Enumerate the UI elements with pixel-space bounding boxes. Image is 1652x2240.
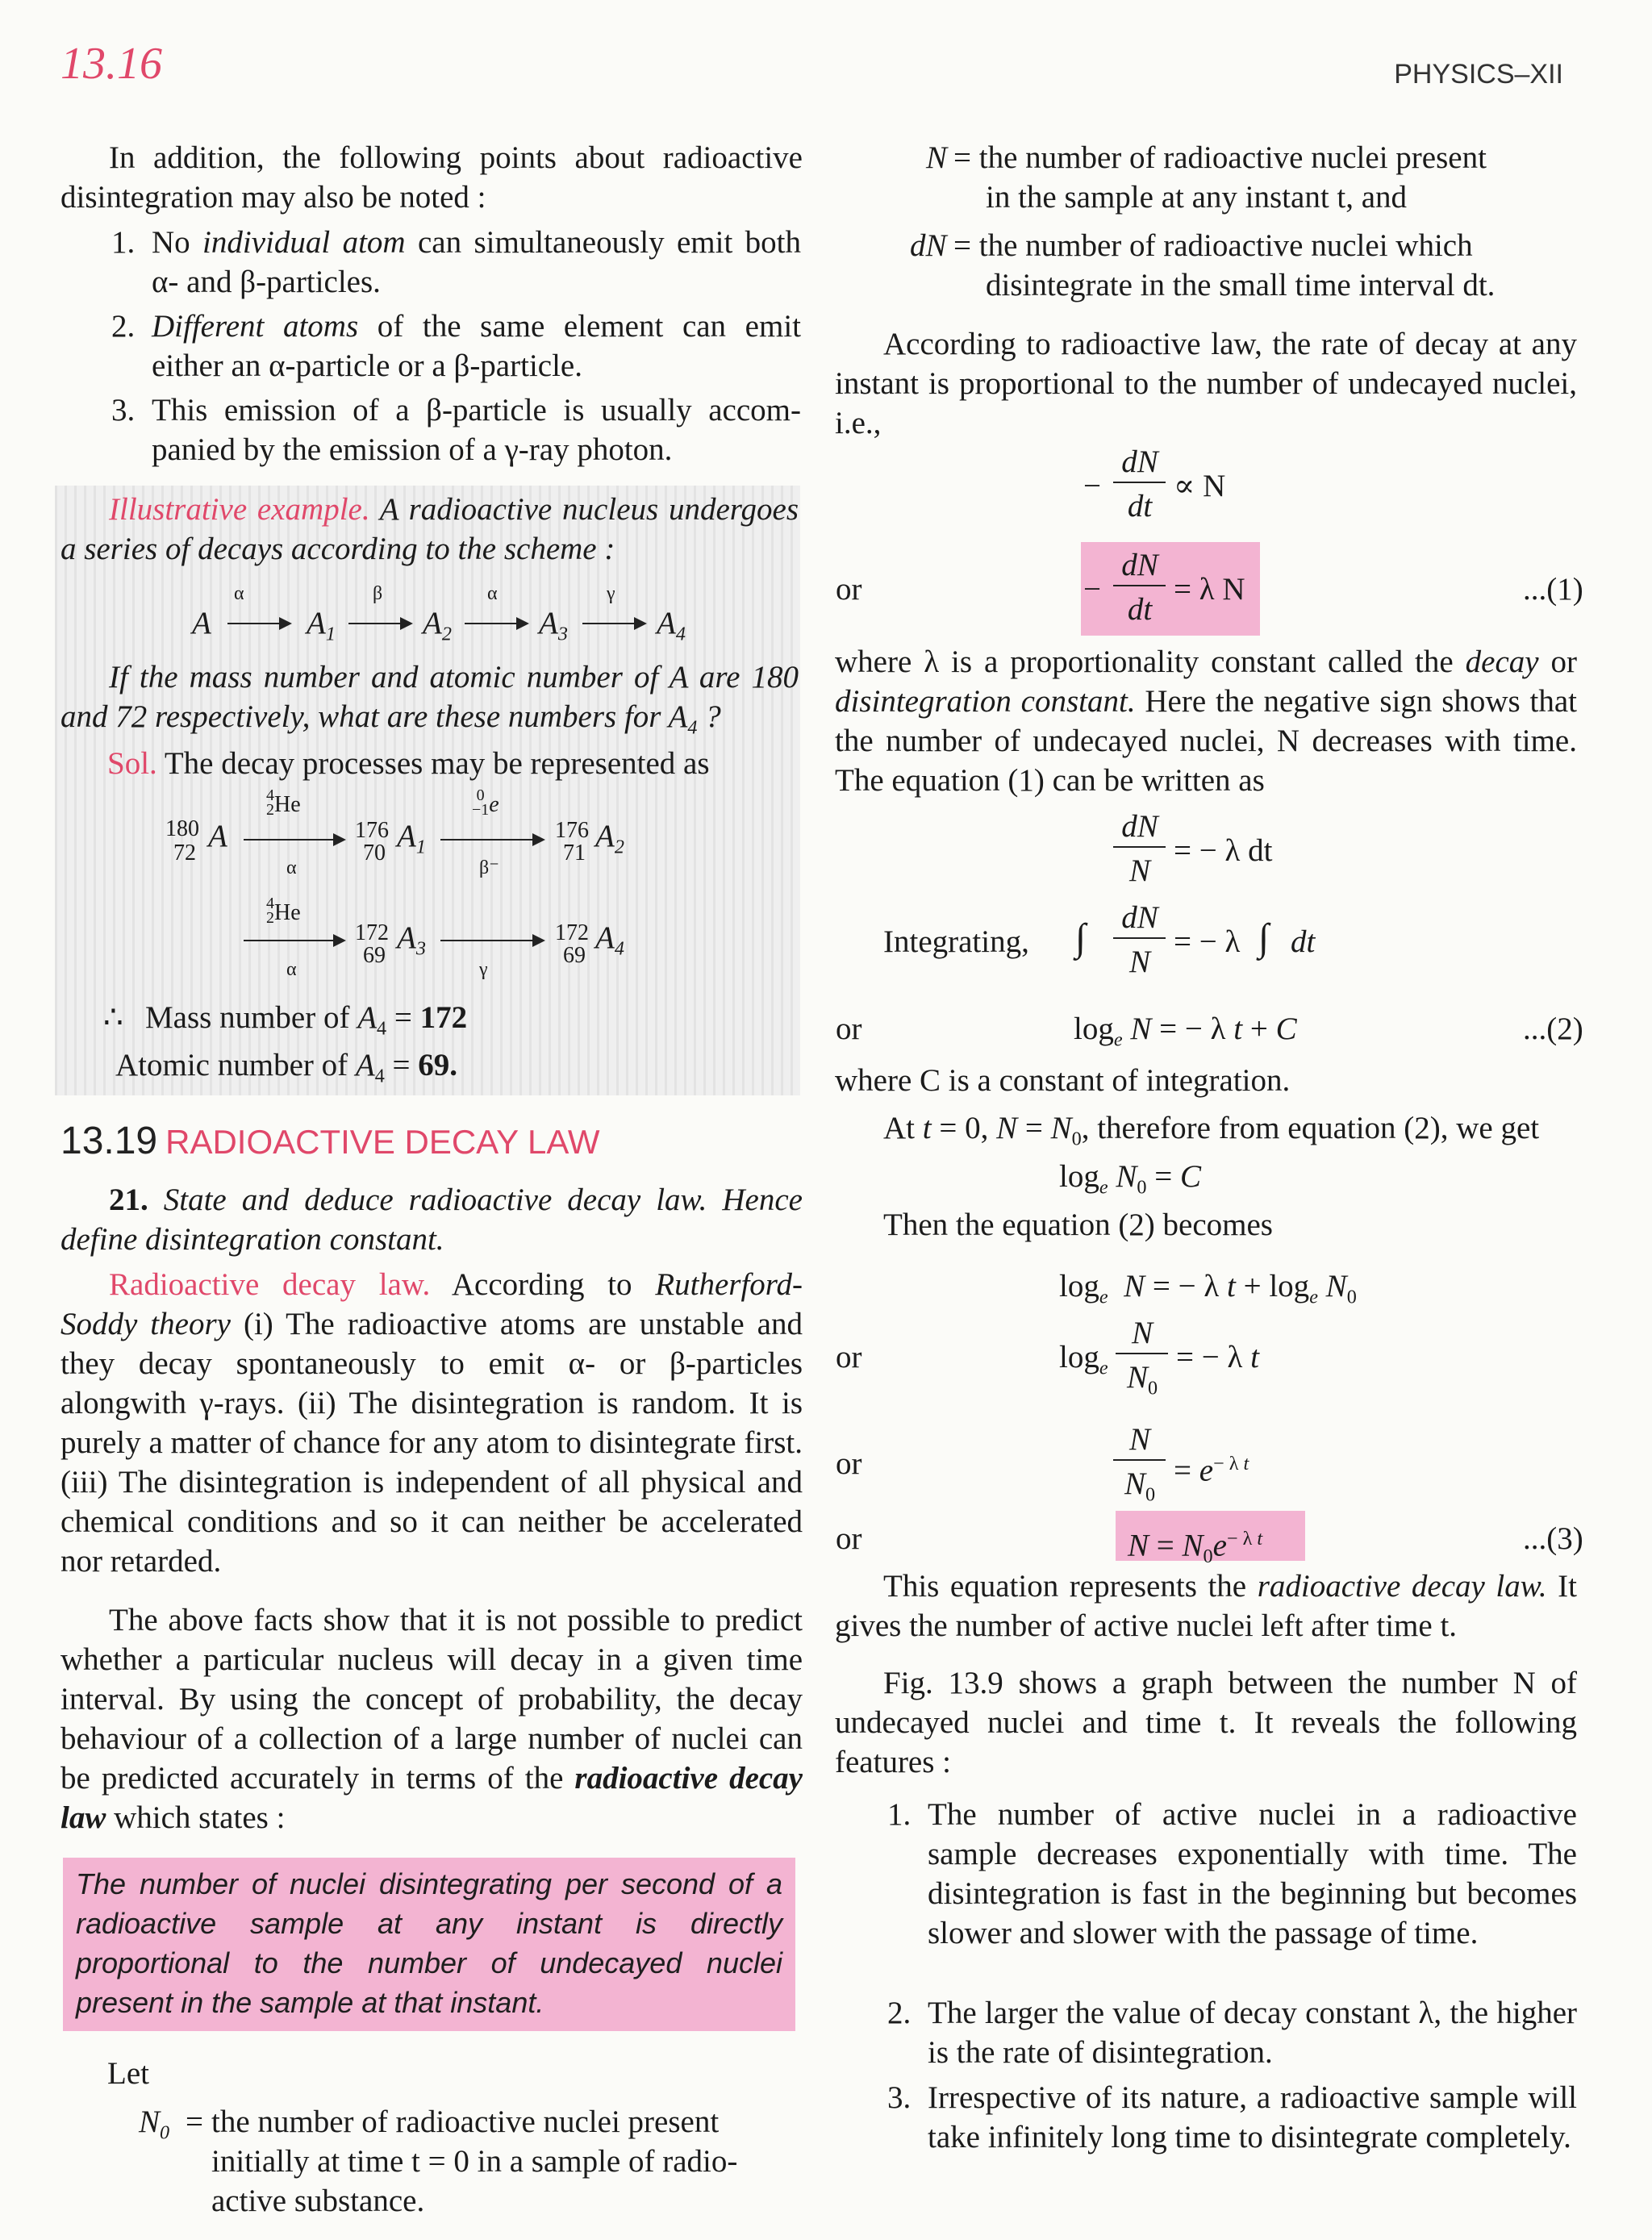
example-statement: Illustrative example. A radioactive nucleus undergoes a series of decays according to the scheme : bbox=[60, 492, 799, 566]
eq-substituted: $\log_e N$ = − λ $t + \log_e N_0$ bbox=[1059, 1269, 1357, 1308]
eq2-tag: ...(2) bbox=[1523, 1012, 1583, 1046]
eq-minus: − bbox=[1083, 572, 1101, 607]
eq-denominator: N bbox=[1128, 853, 1150, 888]
eq-numerator: dN bbox=[1121, 444, 1158, 479]
eq-numerator: N bbox=[1128, 1422, 1150, 1457]
point-2: 2. Different atoms of the same element can emit either an α-particle or a β-particle. bbox=[111, 307, 801, 386]
eq-denominator: dt bbox=[1127, 489, 1153, 524]
decay-law-paragraph: Radioactive decay law. According to Rutherford-Soddy theory (i) The radioactive atoms are unstable and they decay spontaneously to emit α- or β-particles alongwith γ-rays. (ii) The disintegration is random. It is purely a matter of chance for any atom to disintegrate first. (iii) The disintegration is independent of all physical and chemical conditions and so it can neither be accelerated nor retarded. bbox=[60, 1267, 803, 1579]
scheme-arrow bbox=[465, 623, 528, 624]
emitted-particle: 0 −1e bbox=[472, 786, 499, 819]
eq2: $\log_e N$ = − λ t + C bbox=[1074, 1012, 1297, 1051]
scheme-arrow bbox=[227, 623, 290, 624]
atomic-number-result: Atomic number of $A_4 = 69$. bbox=[115, 1048, 458, 1087]
eq-numerator: dN bbox=[1121, 548, 1158, 582]
n-symbol: N bbox=[926, 140, 948, 175]
nuclide-mass: 180 bbox=[165, 816, 199, 841]
eq-or: or bbox=[836, 1446, 862, 1481]
eq-rhs: = − λ t bbox=[1176, 1340, 1259, 1374]
intro-paragraph: In addition, the following points about radioactive disintegration may also be noted : bbox=[60, 140, 803, 215]
eq1-tag: ...(1) bbox=[1523, 572, 1583, 607]
eq-numerator: dN bbox=[1121, 900, 1158, 935]
eq-numerator: N bbox=[1131, 1316, 1153, 1350]
nuclide-atomic: 72 bbox=[173, 841, 196, 866]
nuclide-symbol: A bbox=[208, 819, 227, 853]
therefore-symbol: ∴ bbox=[103, 1000, 123, 1035]
point-3: 3. This emission of a β-particle is usually accom-panied by the emission of a γ-ray photon. bbox=[111, 390, 801, 469]
eq1-or: or bbox=[836, 572, 862, 607]
emitted-particle: 4 2He bbox=[266, 786, 301, 819]
scheme-node-a4: $A_4$ bbox=[657, 606, 686, 645]
eq-rhs: = λ N bbox=[1174, 572, 1245, 607]
figure-paragraph: Fig. 13.9 shows a graph between the number N of undecayed nuclei and time t. It reveals the following features : bbox=[835, 1666, 1577, 1779]
question-21: 21. State and deduce radioactive decay law. Hence define disintegration constant. bbox=[60, 1183, 803, 1257]
decay-arrow bbox=[244, 839, 344, 841]
n0-definition: the number of radioactive nuclei present initially at time t = 0 in a sample of radio-active substance. bbox=[211, 2104, 738, 2218]
n0-symbol: $N_0$ bbox=[139, 2104, 170, 2144]
scheme-node-a1: $A_1$ bbox=[307, 606, 336, 645]
decay-label-beta: β⁻ bbox=[479, 857, 499, 878]
eq-constant: $\log_e N_0 = C$ bbox=[1059, 1159, 1201, 1199]
eq-denominator: N bbox=[1128, 945, 1150, 979]
emitted-particle: 4 2He bbox=[266, 895, 301, 927]
dn-definition-line2: disintegrate in the small time interval dt. bbox=[986, 268, 1496, 302]
eq-minus: − bbox=[1083, 469, 1101, 503]
nuclide-mass: 172 bbox=[355, 920, 389, 945]
eq2-or: or bbox=[836, 1012, 862, 1046]
eq-rhs: ∝ N bbox=[1174, 469, 1226, 503]
dn-symbol: dN bbox=[910, 228, 947, 263]
scheme-arrow-label: α bbox=[234, 583, 244, 604]
eq-mid: = − λ bbox=[1174, 924, 1241, 959]
nuclide-symbol: $A_4$ bbox=[595, 920, 624, 960]
decay-label-alpha: α bbox=[286, 959, 297, 980]
eq-denominator: $N_0$ bbox=[1126, 1360, 1158, 1399]
fraction-bar bbox=[1113, 585, 1166, 586]
example-label: Illustrative example. bbox=[109, 492, 370, 527]
point-number: 2. bbox=[111, 309, 136, 344]
decay-law-label: Radioactive decay law. bbox=[109, 1267, 431, 1302]
scheme-arrow bbox=[582, 623, 645, 624]
running-header: PHYSICS–XII bbox=[1394, 59, 1563, 90]
decay-arrow bbox=[440, 940, 544, 941]
feature-3: 3. Irrespective of its nature, a radioactive sample will take infinitely long time to disintegrate completely. bbox=[887, 2078, 1577, 2157]
eq3: $N = N_0e^{- \lambda t}$ bbox=[1128, 1528, 1263, 1567]
section-heading bbox=[60, 1121, 599, 1163]
decay-label-alpha: α bbox=[286, 857, 297, 878]
decay-label-gamma: γ bbox=[479, 959, 488, 980]
section-number: 13.19 bbox=[60, 1120, 158, 1162]
solution-intro: Sol. The decay processes may be represented as bbox=[107, 746, 710, 781]
scheme-node-a: A bbox=[192, 606, 211, 640]
rate-paragraph: According to radioactive law, the rate of decay at any instant is proportional to the number of undecayed nuclei, i.e., bbox=[835, 327, 1577, 440]
eq-rhs: dt bbox=[1291, 924, 1316, 959]
initial-condition-paragraph: At t = 0, $N = N_0$, therefore from equation (2), we get bbox=[883, 1111, 1540, 1150]
eq-rhs: = − λ dt bbox=[1174, 833, 1273, 868]
integral-sign: ∫ bbox=[1258, 916, 1270, 959]
feature-number: 1. bbox=[887, 1797, 912, 1832]
scheme-node-a3: $A_3$ bbox=[539, 606, 568, 645]
nuclide-symbol: $A_1$ bbox=[397, 819, 426, 858]
mass-number-result: Mass number of $A_4 = 172$ bbox=[145, 1000, 468, 1040]
constant-paragraph: where C is a constant of integration. bbox=[835, 1063, 1291, 1098]
dn-definition-line1: = the number of radioactive nuclei which bbox=[953, 228, 1473, 263]
nuclide-mass: 176 bbox=[555, 818, 589, 843]
nuclide-mass: 172 bbox=[555, 920, 589, 945]
scheme-arrow-label: β bbox=[373, 583, 383, 604]
integral-sign: ∫ bbox=[1075, 916, 1087, 959]
n-definition-line2: in the sample at any instant t, and bbox=[986, 180, 1408, 215]
nuclide-atomic: 69 bbox=[363, 943, 386, 968]
nuclide-symbol: $A_2$ bbox=[595, 819, 624, 858]
eq3-or: or bbox=[836, 1521, 862, 1556]
then-paragraph: Then the equation (2) becomes bbox=[883, 1208, 1273, 1242]
nuclide-atomic: 70 bbox=[363, 841, 386, 866]
scheme-arrow bbox=[348, 623, 411, 624]
n-definition-line1: = the number of radioactive nuclei present bbox=[953, 140, 1487, 175]
fraction-bar bbox=[1113, 937, 1166, 939]
eq3-tag: ...(3) bbox=[1523, 1521, 1583, 1556]
section-title: RADIOACTIVE DECAY LAW bbox=[165, 1123, 600, 1161]
fraction-bar bbox=[1113, 846, 1166, 848]
example-question: If the mass number and atomic number of A are 180 and 72 respectively, what are these numbers for $A_4$ ? bbox=[60, 660, 799, 739]
solution-label: Sol. bbox=[107, 746, 157, 781]
decay-arrow bbox=[440, 839, 544, 841]
integrating-label: Integrating, bbox=[883, 924, 1029, 959]
feature-2: 2. The larger the value of decay constant λ, the higher is the rate of disintegration. bbox=[887, 1993, 1577, 2072]
eq-rhs: = $e^{- \lambda t}$ bbox=[1174, 1453, 1249, 1488]
feature-number: 3. bbox=[887, 2080, 912, 2115]
fraction-bar bbox=[1113, 482, 1166, 483]
feature-number: 2. bbox=[887, 1996, 912, 2030]
decay-law-statement-box: The number of nuclei disintegrating per second of a radioactive sample at any instant is directly proportional to the number of undecayed nuclei present in the sample at that instant. bbox=[63, 1858, 795, 2031]
let-label: Let bbox=[107, 2056, 149, 2091]
point-number: 1. bbox=[111, 225, 136, 260]
facts-paragraph: The above facts show that it is not possible to predict whether a particular nucleus will decay in a given time interval. By using the concept of probability, the decay behaviour of a collection of a large number of nuclei can be predicted accurately in terms of the radioactive decay law which states : bbox=[60, 1603, 803, 1835]
fraction-bar bbox=[1116, 1353, 1168, 1354]
fraction-bar bbox=[1113, 1459, 1166, 1461]
point-number: 3. bbox=[111, 393, 136, 428]
nuclide-atomic: 69 bbox=[563, 943, 586, 968]
decay-arrow bbox=[244, 940, 344, 941]
scheme-arrow-label: α bbox=[487, 583, 498, 604]
page-number: 13.16 bbox=[60, 39, 162, 89]
nuclide-atomic: 71 bbox=[563, 841, 586, 866]
eq-numerator: dN bbox=[1121, 809, 1158, 844]
eq-denominator: $N_0$ bbox=[1124, 1466, 1156, 1506]
point-1: 1. No individual atom can simultaneously emit both α- and β-particles. bbox=[111, 223, 801, 302]
scheme-node-a2: $A_2$ bbox=[423, 606, 452, 645]
eq-or: or bbox=[836, 1340, 862, 1374]
lambda-paragraph: where λ is a proportionality constant called the decay or disintegration constant. Here the negative sign shows that the number of undecayed nuclei, N decreases with time. The equation (1) can be written as bbox=[835, 644, 1578, 798]
scheme-arrow-label: γ bbox=[607, 583, 615, 604]
nuclide-symbol: $A_3$ bbox=[397, 920, 426, 960]
represents-paragraph: This equation represents the radioactive decay law. It gives the number of active nuclei left after time t. bbox=[835, 1569, 1577, 1643]
eq-denominator: dt bbox=[1127, 592, 1153, 627]
eq-log-lhs: $\log_e$ bbox=[1059, 1340, 1108, 1379]
feature-1: 1. The number of active nuclei in a radioactive sample decreases exponentially with time. The disintegration is fast in the beginning but becomes slower and slower with the passage of time. bbox=[887, 1795, 1577, 1953]
nuclide-mass: 176 bbox=[355, 818, 389, 843]
n0-equals: = bbox=[186, 2104, 203, 2139]
